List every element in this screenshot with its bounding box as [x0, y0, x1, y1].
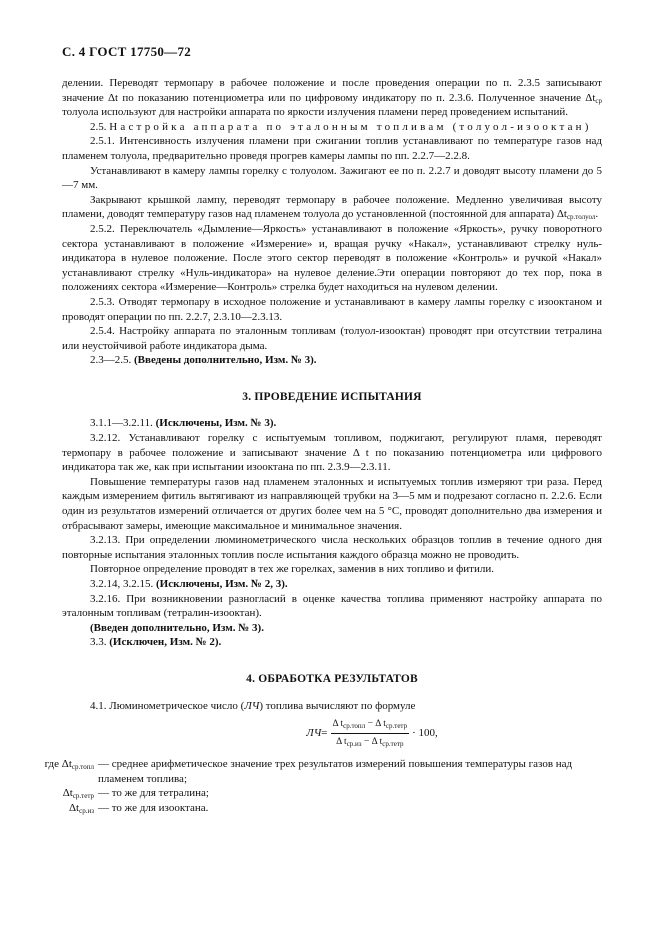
paragraph-continuation: делении. Переводят термопару в рабочее положение и после проведения операции по п. 2.3.5 записывают значение Δt по показанию потенциометра или по цифровому индикатору по п. 2.3.6. Полученное значение $\Delta t_{ср}$ толуола используют для настройки аппарата по яркости излучения пламени перед проведением испытаний.	[62, 77, 602, 119]
paragraph: Повторное определение проводят в тех же горелках, заменив в них топливо и фитили.	[90, 563, 494, 576]
definition-row: где $\Delta t_{ср.топл}$ — среднее арифметическое значение трех результатов измерений повышения температуры газов над пламенем топлива;	[44, 758, 573, 785]
clause-2-5-3: 2.5.3. Отводят термопару в исходное положение и устанавливают в камеру лампы горелку с изооктаном и проводят операции по пп. 2.2.7, 2.3.10—2.3.13.	[62, 295, 602, 323]
clause-3-2-12: 3.2.12. Устанавливают горелку с испытуемым топливом, поджигают, регулируют пламя, переводят термопару в рабочее положение и записывают значение Δ t по показанию потенциометра или цифрового индикатора так же, как при испытании изооктана по пп. 2.3.9—2.3.11.	[62, 432, 602, 474]
definitions-list	[44, 757, 602, 815]
formula-lhs: ЛЧ	[306, 726, 322, 739]
clause-2-5-2: 2.5.2. Переключатель «Дымление—Яркость» устанавливают в положение «Яркость», ручку поворотного сектора устанавливают в положение «Измерение» и, вращая ручку «Накал», устанавливают стрелку нуль-индикатора в нулевое положение. После этого сектор переводят в положение «Контроль» и ручкой «Накал» устанавливают стрелку «Нуль-индикатора» на нулевое деление.Эти операции повторяют до тех пор, пока в положениях сектора «Измерение—Контроль» стрелка будет находиться на нулевом делении.	[62, 222, 602, 294]
formula-numerator: Δ $t_{ср.топл} - \Delta$ $t_{ср.тетр}$	[331, 717, 410, 734]
clause-3-2-13: 3.2.13. При определении люминометрического числа нескольких образцов топлив в течение одного дня повторные испытания эталонных топлив после испытания каждого образца можно не проводить.	[62, 534, 602, 561]
clause-2-5-4: 2.5.4. Настройку аппарата по эталонным топливам (толуол-изооктан) проводят при отсутствии тетралина или неустойчивой работе индикатора дыма.	[62, 325, 602, 352]
amendment-note: (Введен дополнительно, Изм. № 3).	[90, 621, 264, 634]
clause-2-5-heading: 2.5. Настройка аппарата по эталонным топливам (толуол-изооктан)	[90, 120, 592, 133]
formula: ЛЧ = $\frac{\Delta t_{ср.топл} - \Delta t_{ср.тетр}}{\Delta t_{ср.из} - \Delta t_{ср.тетр}}$ · 100,	[306, 719, 438, 748]
definition-row: $\Delta t_{ср.из}$ — то же для изооктана.	[68, 801, 209, 815]
definition-row: $\Delta t_{ср.тетр}$ — то же для тетралина;	[62, 787, 209, 801]
amendment-note: 2.3—2.5. (Введены дополнительно, Изм. № 3).	[90, 354, 317, 367]
clause-3-2-14: 3.2.14, 3.2.15. (Исключены, Изм. № 2, 3).	[90, 578, 288, 590]
section-3-heading: 3. ПРОВЕДЕНИЕ ИСПЫТАНИЯ	[242, 390, 422, 403]
clause-3-1-1: 3.1.1—3.2.11. (Исключены, Изм. № 3).	[90, 417, 277, 430]
page-header: С. 4 ГОСТ 17750—72	[62, 44, 192, 59]
paragraph: Закрывают крышкой лампу, переводят термопару в рабочее положение. Медленно увеличивая высоту пламени, доводят температуру газов над пламенем толуола до установленной (постоянной для аппарата) $\Delta t_{ср.толуол}$.	[62, 193, 602, 222]
paragraph: Устанавливают в камеру лампы горелку с толуолом. Зажигают ее по п. 2.2.7 и доводят высоту пламени до 5—7 мм.	[62, 164, 602, 192]
formula-denominator: Δ $t_{ср.из} - \Delta$ $t_{ср.тетр}$	[336, 736, 404, 748]
section-4-heading: 4. ОБРАБОТКА РЕЗУЛЬТАТОВ	[246, 672, 418, 685]
clause-4-1: 4.1. Люминометрическое число (ЛЧ) топлива вычисляют по формуле	[90, 699, 416, 712]
paragraph: Повышение температуры газов над пламенем эталонных и испытуемых топлив измеряют три раза. Перед каждым измерением фитиль вытягивают из направляющей трубки на 3—5 мм и подрезают согласно п. 2.2.6. Если один из результатов измерений отличается от других более чем на 5 °С, проводят дополнительно два измерения и отбрасывают замеры, имеющие максимальное и минимальное значения.	[62, 475, 602, 532]
clause-2-5-title: Настройка аппарата по эталонным топливам (толуол-изооктан)	[109, 120, 592, 133]
formula-fraction	[331, 717, 410, 749]
document-body	[44, 76, 602, 816]
clause-3-2-16: 3.2.16. При возникновении разногласий в оценке качества топлива применяют настройку аппарата по эталонным топливам (тетралин-изооктан).	[62, 592, 602, 620]
clause-2-5-1: 2.5.1. Интенсивность излучения пламени при сжигании топлив устанавливают по температуре газов над пламенем толуола, предварительно проведя прогрев камеры лампы по пп. 2.2.7—2.2.8.	[62, 135, 602, 162]
clause-3-3: 3.3. (Исключен, Изм. № 2).	[90, 636, 222, 649]
